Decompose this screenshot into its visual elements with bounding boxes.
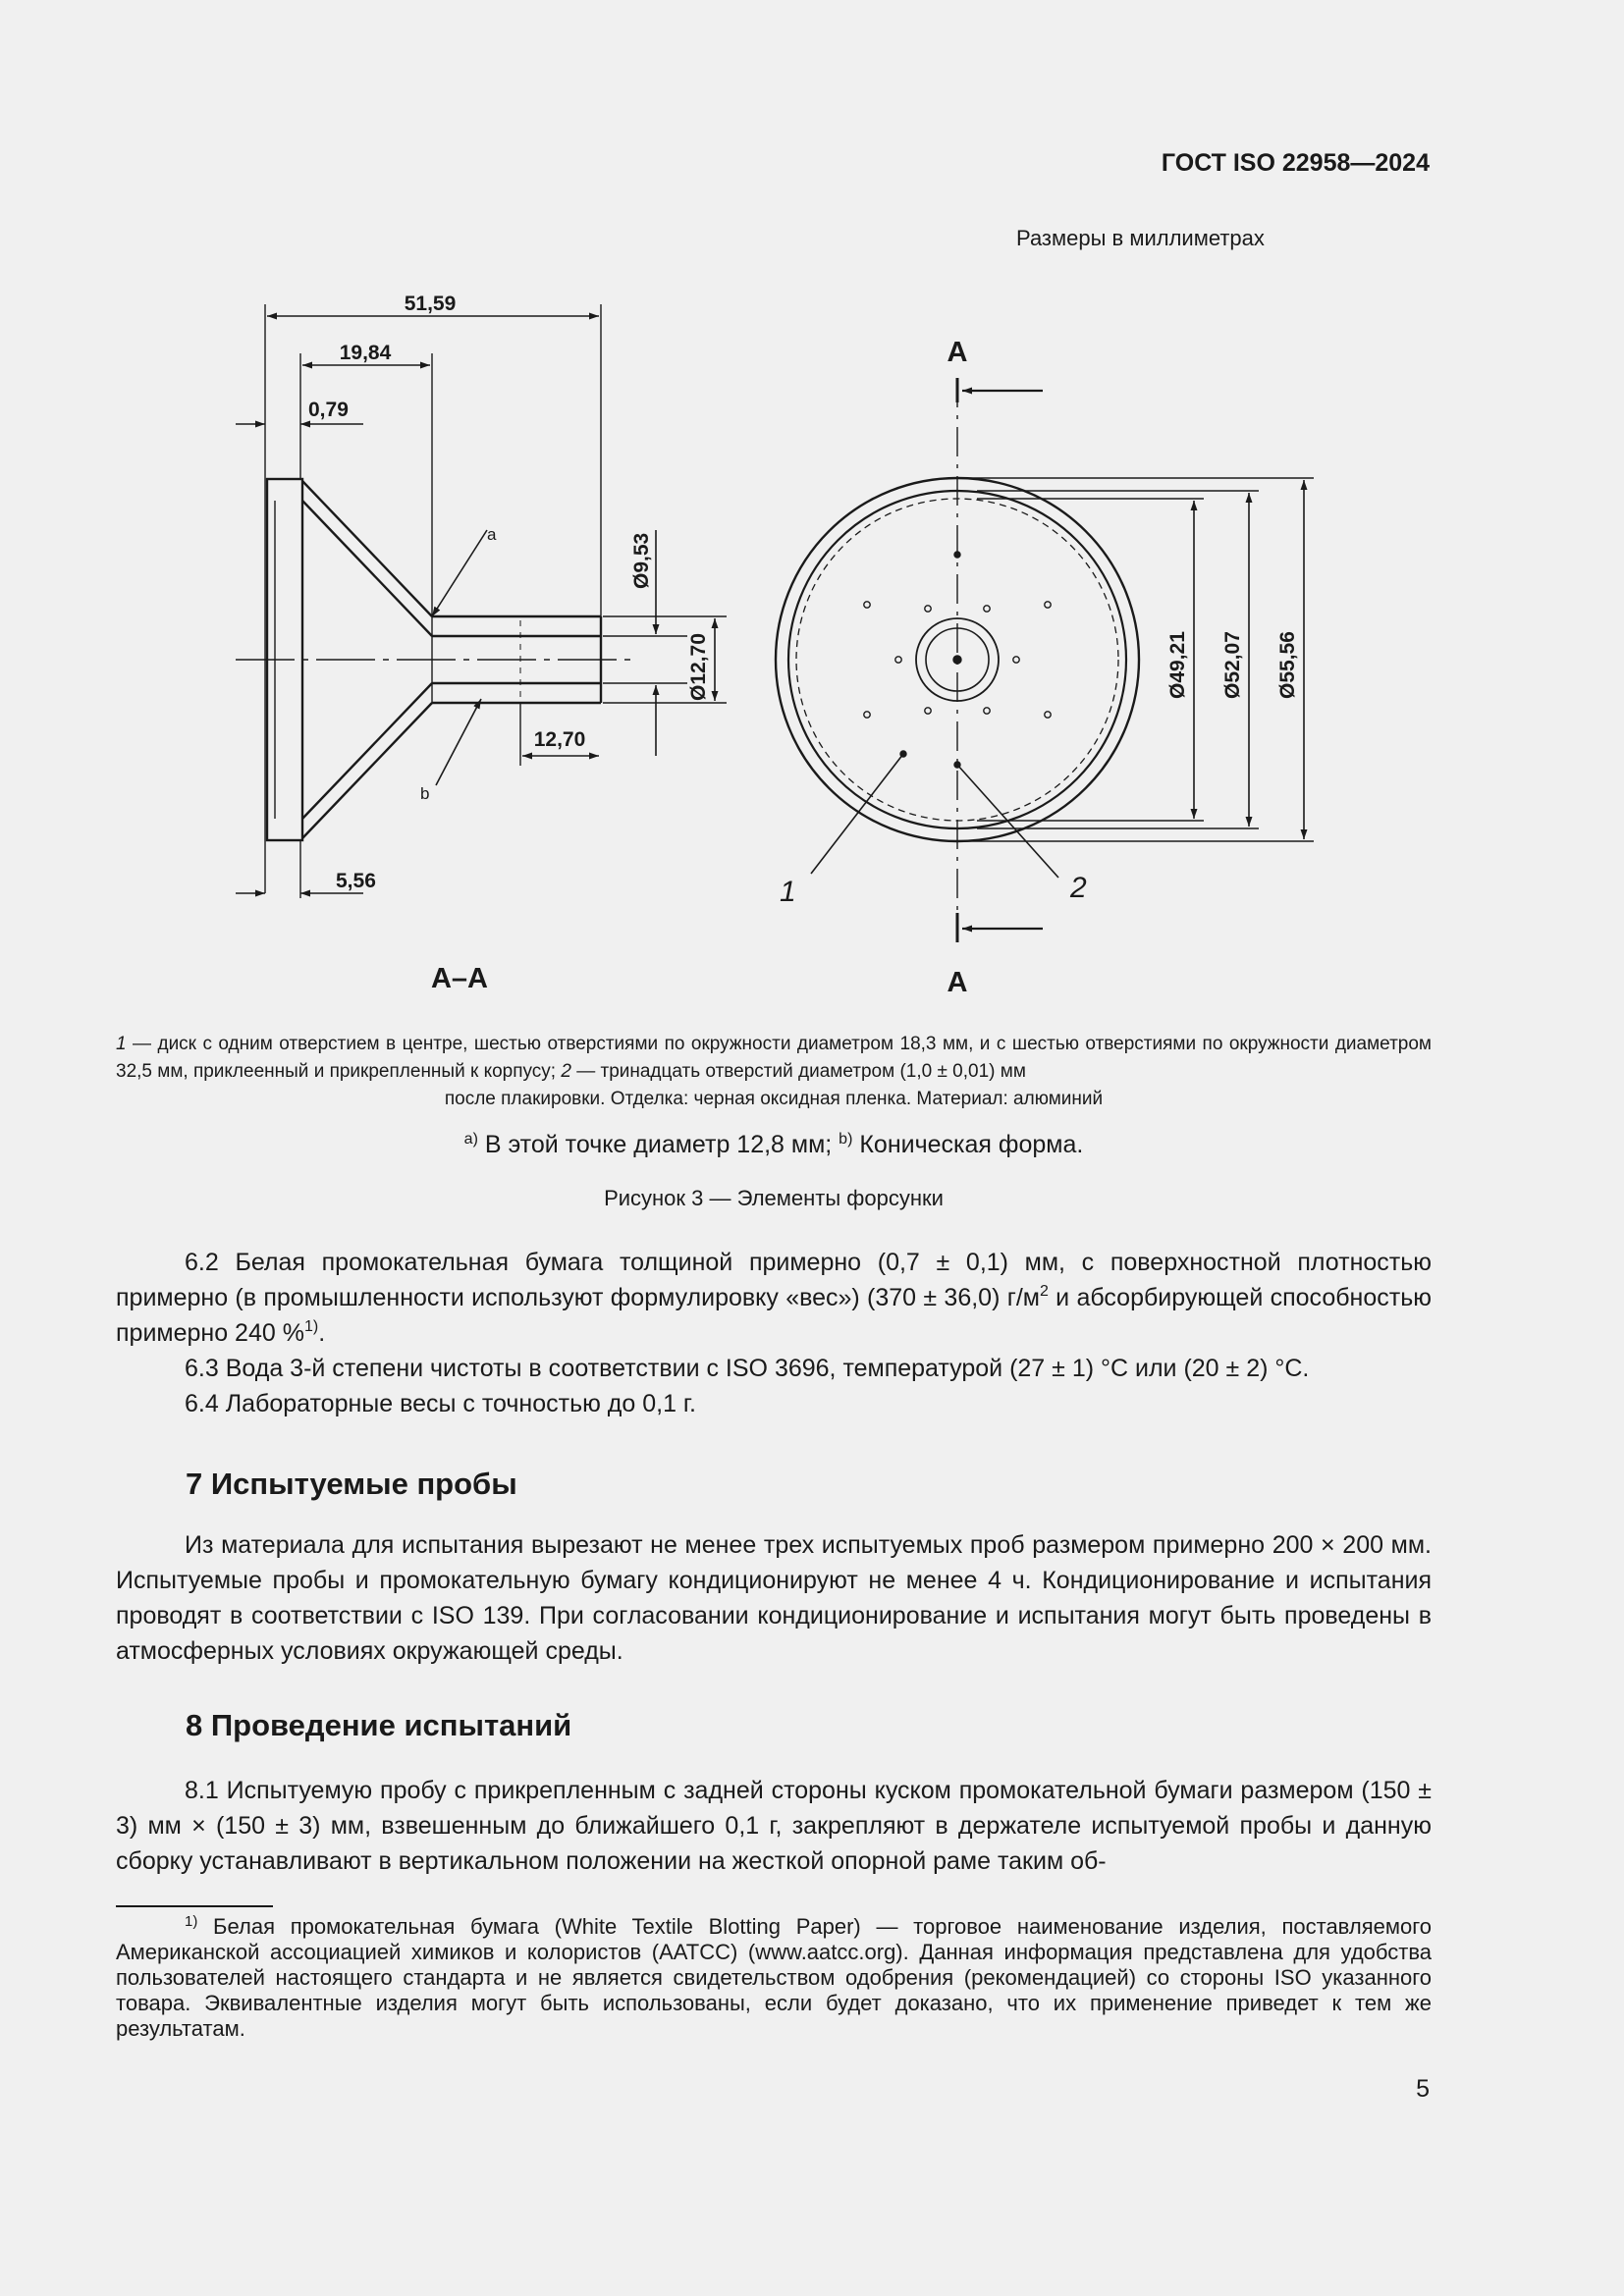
label-a: a	[487, 525, 497, 544]
section-mark-top: А	[947, 337, 968, 368]
nozzle-drawing	[0, 275, 1624, 1021]
footnote	[116, 1914, 1432, 2042]
cone-upper-inner	[302, 501, 432, 636]
heading-section-7: 7 Испытуемые пробы	[186, 1467, 517, 1501]
note-a-text: В этой точке диаметр 12,8 мм;	[477, 1131, 839, 1158]
standard-code: ГОСТ ISO 22958—2024	[1161, 149, 1430, 177]
figure-caption: Рисунок 3 — Элементы форсунки	[604, 1186, 944, 1210]
dim-d3-label: Ø55,56	[1276, 631, 1299, 699]
legend-num-2: 2	[561, 1061, 571, 1082]
footnote-text: Белая промокательная бумага (White Textile Blotting Paper) — торговое наименование изделия, поставляемого Американской ассоциацией химиков и колористов (AATCC) (www.aatcc.org). Данная информация представлена для удобства пользователей настоящего стандарта и не является свидетельством одобрения (рекомендацией) со стороны ISO указанного товара. Эквивалентные изделия могут быть использованы, если будет доказано, что их применение приведет к тем же результатам.	[116, 1914, 1432, 2041]
heading-section-8: 8 Проведение испытаний	[186, 1708, 572, 1742]
legend-num-1: 1	[116, 1034, 127, 1054]
section-label: А–А	[430, 963, 489, 994]
dim-flange-label: 0,79	[308, 399, 349, 421]
dim-tube-outer-label: Ø12,70	[687, 633, 710, 701]
paragraph-6-2: 6.2 Белая промокательная бумага толщиной примерно (0,7 ± 0,1) мм, с поверхностной плотностью примерно (в промышленности используют формулировку «вес») (370 ± 36,0) $г/м^2$ и абсорбирующей способностью примерно 240 %$^{1)}$.	[116, 1249, 1432, 1347]
dimensions-note: Размеры в миллиметрах	[1016, 226, 1265, 250]
figure-legend	[116, 1031, 1432, 1113]
legend-text-2: — тринадцать отверстий диаметром (1,0 ± 0,01) мм	[570, 1061, 1026, 1082]
dim-d2-label: Ø52,07	[1221, 631, 1244, 699]
note-b-mark: b)	[839, 1131, 853, 1148]
dim-tube-inner-label: Ø9,53	[630, 532, 653, 589]
leader-a	[432, 530, 487, 616]
footnote-rule	[116, 1905, 273, 1907]
footnote-mark: 1)	[185, 1913, 198, 1930]
footnote-ref: 1)	[303, 1318, 319, 1335]
section-7-text	[116, 1527, 1432, 1669]
section-8-text	[116, 1773, 1432, 1879]
cone-lower-outer	[302, 703, 432, 838]
paragraph-7: Из материала для испытания вырезают не менее трех испытуемых проб размером примерно 200 × 200 мм. Испытуемые пробы и промокательную бумагу кондиционируют не менее 4 ч. Кондиционирование и испытания проводят в соответствии с ISO 139. При согласовании кондиционирование и испытания могут быть проведены в атмосферных условиях окружающей среды.	[116, 1531, 1432, 1665]
legend-text-1: — диск с одним отверстием в центре, шестью отверстиями по окружности диаметром 18,3 мм, и с шестью отверстиями по окружности диаметром 32,5 мм, приклеенный и прикрепленный к корпусу;	[116, 1034, 1432, 1082]
paragraph-6-4: 6.4 Лабораторные весы с точностью до 0,1 г.	[185, 1390, 696, 1417]
section-6-text	[116, 1245, 1432, 1421]
legend-text-3: после плакировки. Отделка: черная оксидная пленка. Материал: алюминий	[444, 1089, 1104, 1109]
dim-total-label: 51,59	[404, 293, 457, 315]
figure-notes	[116, 1131, 1432, 1159]
leader-b	[436, 699, 481, 785]
dim-cone-label: 19,84	[339, 342, 392, 364]
dim-tube-len-label: 12,70	[533, 728, 586, 751]
note-b-text: Коническая форма.	[852, 1131, 1084, 1158]
note-a-mark: a)	[463, 1131, 478, 1148]
page-number: 5	[1416, 2075, 1430, 2103]
dim-d1-label: Ø49,21	[1166, 631, 1189, 699]
cone-upper-outer	[302, 481, 432, 616]
cone-lower-inner	[302, 683, 432, 819]
dim-base-label: 5,56	[336, 870, 376, 892]
paragraph-8-1: 8.1 Испытуемую пробу с прикрепленным с задней стороны куском промокательной бумаги размером (150 ± 3) мм × (150 ± 3) мм, взвешенным до ближайшего 0,1 г, закрепляют в держателе испытуемой пробы и данную сборку устанавливают в вертикальном положении на жесткой опорной раме таким об-	[116, 1777, 1432, 1875]
paragraph-6-3: 6.3 Вода 3-й степени чистоты в соответствии с ISO 3696, температурой (27 ± 1) °С или (20 ± 2) °С.	[185, 1355, 1310, 1382]
label-b: b	[420, 784, 430, 803]
callout-1: 1	[780, 876, 796, 908]
section-mark-bottom: А	[947, 967, 968, 998]
callout-2: 2	[1070, 872, 1087, 904]
